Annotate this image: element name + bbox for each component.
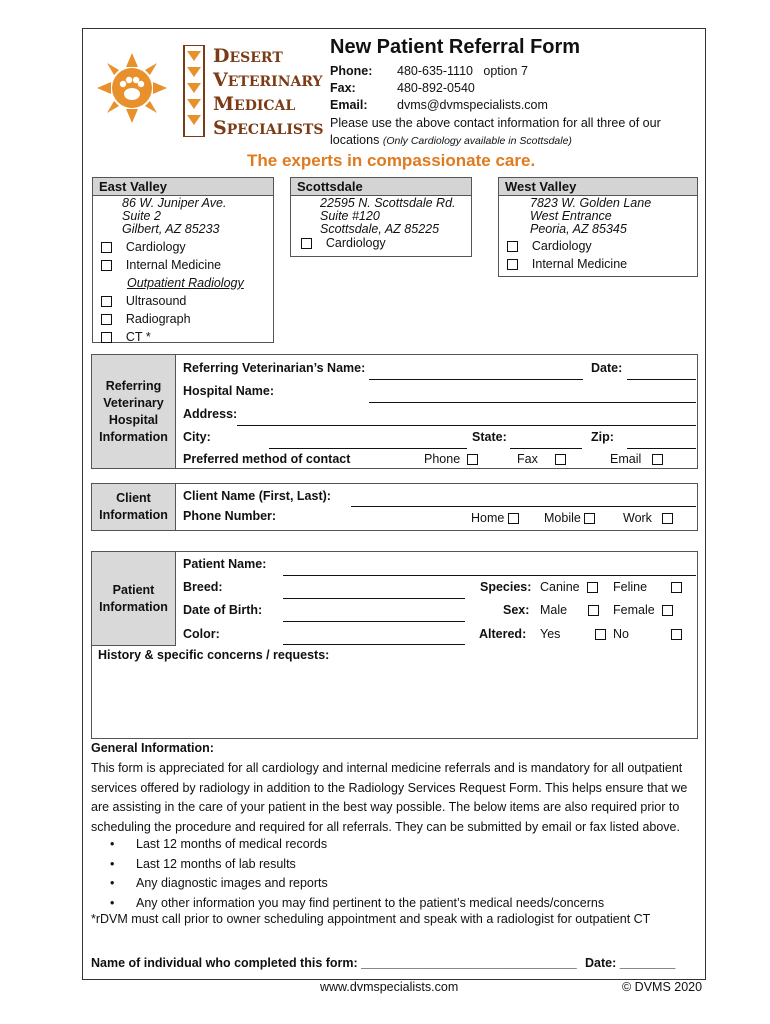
address-field[interactable] [237,425,696,426]
dob-label: Date of Birth: [183,603,263,617]
client-name-field[interactable] [351,506,696,507]
west-cardiology-option[interactable]: Cardiology [507,237,627,255]
referring-side-label: Referring Veterinary Hospital Information [92,355,176,468]
email-value: dvms@dvmspecialists.com [397,98,548,112]
fax-value: 480-892-0540 [397,81,475,95]
checkbox[interactable] [587,582,598,593]
city-label: City: [183,430,211,444]
sun-paw-icon [97,53,167,123]
dob-field[interactable] [283,621,465,622]
scottsdale-cardiology-option[interactable]: Cardiology [301,236,386,250]
patient-name-field[interactable] [283,575,696,576]
sex-male-option[interactable]: Male [540,603,599,617]
checkbox[interactable] [588,605,599,616]
west-internal-medicine-option[interactable]: Internal Medicine [507,255,627,273]
client-phone-label: Phone Number: [183,509,277,523]
checkbox[interactable] [595,629,606,640]
checkbox[interactable] [101,332,112,343]
list-item: • Last 12 months of medical records [136,835,604,855]
zip-field[interactable] [627,448,696,449]
east-cardiology-option[interactable]: Cardiology [101,238,244,256]
list-item: • Any other information you may find pertinent to the patient’s medical needs/concerns [136,894,604,914]
form-title: New Patient Referral Form [330,36,581,58]
logo: DESERT VETERINARY MEDICAL SPECIALISTS [95,45,320,140]
completed-date-label[interactable]: Date: ________ [585,956,676,970]
website-footer: www.dvmspecialists.com [320,980,459,994]
client-name-label: Client Name (First, Last): [183,489,331,503]
phone-home-option[interactable]: Home [471,511,519,525]
address-label: Address: [183,407,238,421]
hospital-name-field[interactable] [369,402,696,403]
species-feline-option[interactable]: Feline [613,580,682,594]
phone-label: Phone: [330,64,373,78]
checkbox[interactable] [101,296,112,307]
phone-value: 480-635-1110 option 7 [397,64,528,78]
checkbox[interactable] [555,454,566,465]
checkbox[interactable] [662,605,673,616]
date-label: Date: [591,361,623,375]
client-side-label: Client Information [92,484,176,530]
checkbox[interactable] [671,582,682,593]
color-field[interactable] [283,644,465,645]
hospital-name-label: Hospital Name: [183,384,274,398]
tagline: The experts in compassionate care. [247,151,536,170]
checkbox[interactable] [507,241,518,252]
ct-option[interactable]: CT * [101,328,244,346]
copyright-footer: © DVMS 2020 [622,980,703,994]
date-field[interactable] [627,379,696,380]
phone-work-option[interactable]: Work [623,511,673,525]
checkbox[interactable] [301,238,312,249]
checkbox[interactable] [662,513,673,524]
checkbox[interactable] [467,454,478,465]
altered-label: Altered: [479,627,527,641]
species-canine-option[interactable]: Canine [540,580,598,594]
scottsdale-box: Scottsdale 22595 N. Scottsdale Rd. Suite #120 Scottsdale, AZ 85225 Cardiology [290,177,472,257]
breed-label: Breed: [183,580,223,594]
contact-phone-option[interactable]: Phone [424,452,478,466]
contact-method-label: Preferred method of contact [183,452,351,466]
altered-yes-option[interactable]: Yes [540,627,606,641]
history-label: History & specific concerns / requests: [98,648,330,662]
email-label: Email: [330,98,368,112]
general-info-paragraph: This form is appreciated for all cardiology and internal medicine referrals and is mandatory for all outpatient services offered by radiology in addition to the Radiology Services Request Form. This helps ensure that we are assisting in the care of your patient in the best way possible. The below items are also required prior to scheduling the procedure and required for all referrals. They can be submitted by email or fax listed above. [91,761,688,834]
checkbox[interactable] [671,629,682,640]
patient-name-label: Patient Name: [183,557,267,571]
fax-label: Fax: [330,81,356,95]
contact-note: Please use the above contact information for all three of our [330,116,661,130]
logo-line-1: ESERT [229,50,283,66]
checkbox[interactable] [101,260,112,271]
contact-note-2: locations (Only Cardiology available in Scottsdale) [330,133,572,147]
completed-by-label[interactable]: Name of individual who completed this form: _______________________________ [91,956,577,970]
west-valley-title: West Valley [499,178,697,196]
tribal-bar-icon [183,45,205,137]
checkbox[interactable] [507,259,518,270]
ultrasound-option[interactable]: Ultrasound [101,292,244,310]
scottsdale-title: Scottsdale [291,178,471,196]
checkbox[interactable] [101,242,112,253]
list-item: • Last 12 months of lab results [136,855,604,875]
history-field[interactable] [95,666,693,734]
color-label: Color: [183,627,220,641]
outpatient-radiology-label: Outpatient Radiology [127,276,244,290]
east-valley-title: East Valley [93,178,273,196]
east-internal-medicine-option[interactable]: Internal Medicine [101,256,244,274]
sex-female-option[interactable]: Female [613,603,673,617]
sex-label: Sex: [503,603,530,617]
checkbox[interactable] [101,314,112,325]
altered-no-option[interactable]: No [613,627,682,641]
east-valley-box: East Valley 86 W. Juniper Ave. Suite 2 Gilbert, AZ 85233 Cardiology Internal Medicine Outpatient Radiology Ultrasound Radiograph CT * [92,177,274,343]
species-label: Species: [480,580,532,594]
state-label: State: [472,430,507,444]
ct-footnote: *rDVM must call prior to owner scheduling appointment and speak with a radiologist for outpatient CT [91,912,651,926]
contact-email-option[interactable]: Email [610,452,663,466]
general-info-heading: General Information: [91,741,214,755]
vet-name-label: Referring Veterinarian’s Name: [183,361,366,375]
checkbox[interactable] [508,513,519,524]
vet-name-field[interactable] [369,379,583,380]
breed-field[interactable] [283,598,465,599]
radiograph-option[interactable]: Radiograph [101,310,244,328]
requirements-list [136,835,604,913]
state-field[interactable] [510,448,582,449]
patient-side-label: Patient Information [92,552,176,646]
contact-fax-option[interactable]: Fax [517,452,566,466]
checkbox[interactable] [652,454,663,465]
checkbox[interactable] [584,513,595,524]
list-item: • Any diagnostic images and reports [136,874,604,894]
zip-label: Zip: [591,430,614,444]
city-field[interactable] [269,448,467,449]
phone-mobile-option[interactable]: Mobile [544,511,595,525]
west-valley-box: West Valley 7823 W. Golden Lane West Entrance Peoria, AZ 85345 Cardiology Internal Medicine [498,177,698,277]
